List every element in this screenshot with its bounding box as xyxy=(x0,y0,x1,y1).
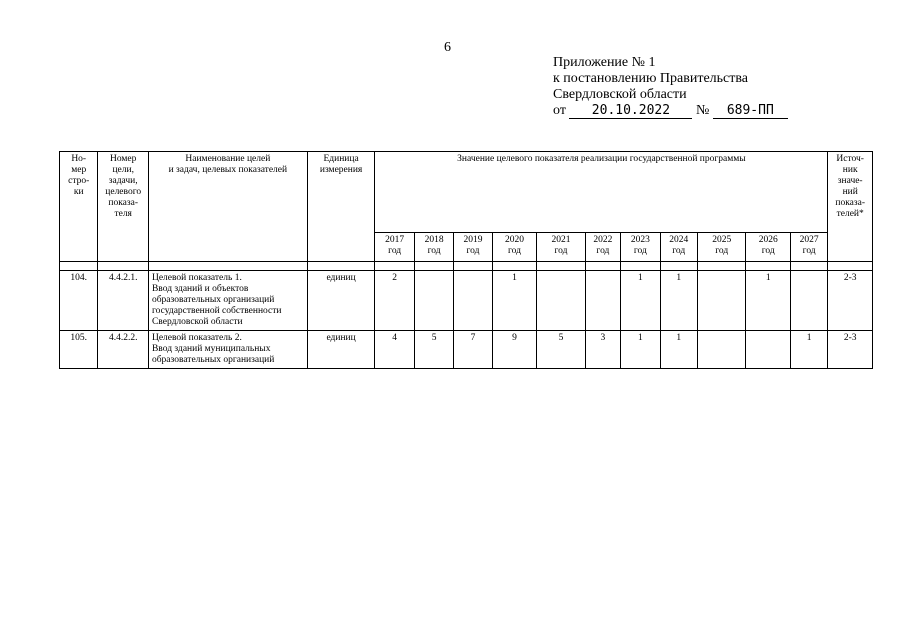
year-value-cell xyxy=(454,271,492,331)
separator-cell xyxy=(660,262,697,271)
header-row xyxy=(60,152,873,233)
year-value-cell xyxy=(790,271,827,331)
year-value-cell: 5 xyxy=(537,331,586,369)
separator-cell xyxy=(697,262,746,271)
header-year: 2022 год xyxy=(585,233,620,262)
appendix-title: Приложение № 1 xyxy=(553,55,656,70)
separator-cell xyxy=(790,262,827,271)
separator-cell xyxy=(148,262,307,271)
header-values-group: Значение целевого показателя реализации государственной программы xyxy=(375,152,828,233)
appendix-date-row xyxy=(553,103,788,119)
separator-cell xyxy=(414,262,453,271)
separator-cell xyxy=(98,262,149,271)
year-value-cell: 4 xyxy=(375,331,414,369)
header-unit: Единица измерения xyxy=(307,152,375,262)
header-year: 2026 год xyxy=(746,233,790,262)
separator-cell xyxy=(60,262,98,271)
goal-number-cell: 4.4.2.1. xyxy=(98,271,149,331)
indicator-name-cell: Целевой показатель 1. Ввод зданий и объектов образовательных организаций государственной собственности Свердловской области xyxy=(148,271,307,331)
year-value-cell: 1 xyxy=(790,331,827,369)
header-name: Наименование целей и задач, целевых показателей xyxy=(148,152,307,262)
number-prefix: № xyxy=(695,103,710,118)
year-value-cell: 5 xyxy=(414,331,453,369)
separator-cell xyxy=(585,262,620,271)
unit-cell: единиц xyxy=(307,271,375,331)
separator-cell xyxy=(537,262,586,271)
separator-cell xyxy=(492,262,536,271)
year-value-cell: 9 xyxy=(492,331,536,369)
indicators-table xyxy=(59,151,873,369)
year-value-cell: 3 xyxy=(585,331,620,369)
row-number-cell: 105. xyxy=(60,331,98,369)
year-value-cell: 7 xyxy=(454,331,492,369)
header-year: 2024 год xyxy=(660,233,697,262)
header-source: Источ- ник значе- ний показа- телей* xyxy=(828,152,873,262)
separator-cell xyxy=(307,262,375,271)
resolution-number: 689-ПП xyxy=(713,104,788,119)
year-value-cell xyxy=(746,331,790,369)
header-year: 2027 год xyxy=(790,233,827,262)
year-value-cell xyxy=(585,271,620,331)
year-value-cell: 1 xyxy=(621,271,660,331)
header-row-no: Но- мер стро- ки xyxy=(60,152,98,262)
resolution-date: 20.10.2022 xyxy=(569,104,692,119)
separator-cell xyxy=(621,262,660,271)
year-value-cell xyxy=(697,331,746,369)
header-year: 2017 год xyxy=(375,233,414,262)
separator-cell xyxy=(375,262,414,271)
appendix-header xyxy=(553,55,788,119)
table-row xyxy=(60,271,873,331)
header-year: 2021 год xyxy=(537,233,586,262)
appendix-resolution: к постановлению Правительства xyxy=(553,71,749,86)
date-prefix: от xyxy=(553,103,566,118)
separator-cell xyxy=(454,262,492,271)
header-year: 2018 год xyxy=(414,233,453,262)
year-value-cell: 1 xyxy=(660,271,697,331)
source-cell: 2-3 xyxy=(828,331,873,369)
header-goal-no: Номер цели, задачи, целевого показа- теля xyxy=(98,152,149,262)
page-number: 6 xyxy=(444,40,451,55)
year-value-cell: 1 xyxy=(492,271,536,331)
header-year: 2023 год xyxy=(621,233,660,262)
header-year: 2025 год xyxy=(697,233,746,262)
header-year: 2019 год xyxy=(454,233,492,262)
year-value-cell: 1 xyxy=(746,271,790,331)
year-value-cell xyxy=(697,271,746,331)
year-value-cell xyxy=(537,271,586,331)
year-value-cell: 1 xyxy=(621,331,660,369)
indicator-name-cell: Целевой показатель 2. Ввод зданий муниципальных образовательных организаций xyxy=(148,331,307,369)
header-year: 2020 год xyxy=(492,233,536,262)
separator-row xyxy=(60,262,873,271)
goal-number-cell: 4.4.2.2. xyxy=(98,331,149,369)
source-cell: 2-3 xyxy=(828,271,873,331)
row-number-cell: 104. xyxy=(60,271,98,331)
unit-cell: единиц xyxy=(307,331,375,369)
year-value-cell: 1 xyxy=(660,331,697,369)
year-value-cell xyxy=(414,271,453,331)
appendix-region: Свердловской области xyxy=(553,87,687,102)
separator-cell xyxy=(828,262,873,271)
separator-cell xyxy=(746,262,790,271)
table-row xyxy=(60,331,873,369)
year-value-cell: 2 xyxy=(375,271,414,331)
